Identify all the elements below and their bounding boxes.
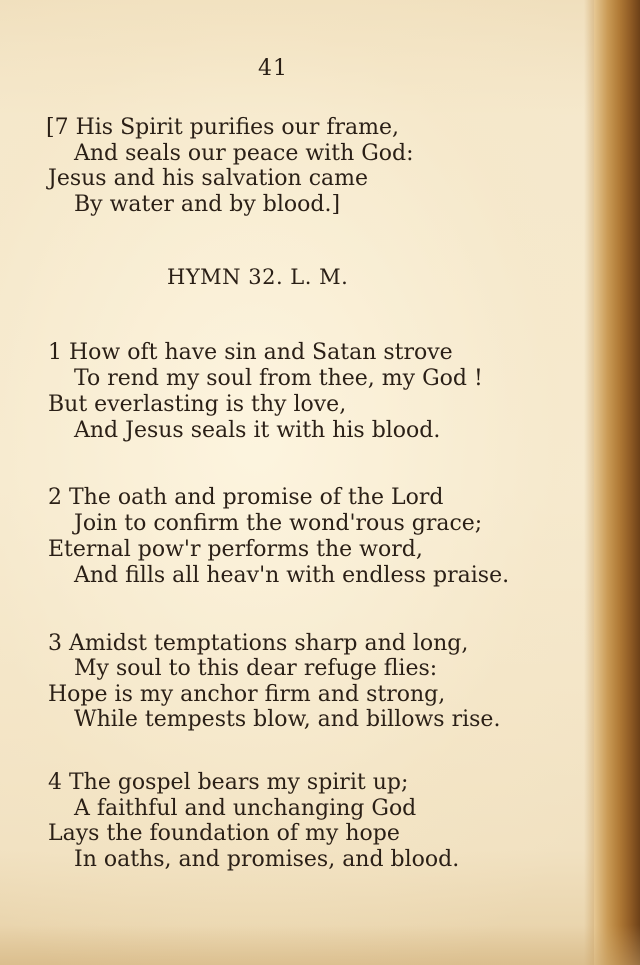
stanza-line: And fills all heav'n with endless praise. — [74, 563, 510, 588]
stanza-line: 3 Amidst temptations sharp and long, — [48, 631, 469, 656]
book-spine — [594, 0, 640, 965]
stanza-line: Hope is my anchor firm and strong, — [48, 682, 446, 707]
stanza-line: My soul to this dear refuge flies: — [74, 656, 438, 681]
page-edge-shadow — [584, 0, 594, 965]
stanza-line: Eternal pow'r performs the word, — [48, 537, 423, 562]
stanza-line: And seals our peace with God: — [74, 141, 414, 166]
page-bottom-shade — [0, 925, 640, 965]
stanza-line: 4 The gospel bears my spirit up; — [48, 770, 409, 795]
stanza-line: While tempests blow, and billows rise. — [74, 707, 501, 732]
stanza-line: Join to confirm the wond'rous grace; — [74, 511, 483, 536]
stanza-line: And Jesus seals it with his blood. — [74, 418, 441, 443]
stanza-line: To rend my soul from thee, my God ! — [74, 366, 483, 391]
stanza-line: [7 His Spirit purifies our frame, — [46, 115, 400, 140]
stanza-line: But everlasting is thy love, — [48, 392, 347, 417]
stanza-line: Lays the foundation of my hope — [48, 821, 400, 846]
stanza-line: Jesus and his salvation came — [48, 166, 369, 191]
stanza-line: By water and by blood.] — [74, 192, 341, 217]
stanza-line: In oaths, and promises, and blood. — [74, 847, 460, 872]
stanza-line: 1 How oft have sin and Satan strove — [48, 340, 453, 365]
hymn-title: HYMN 32. L. M. — [167, 265, 349, 289]
stanza-line: A faithful and unchanging God — [74, 796, 417, 821]
stanza-line: 2 The oath and promise of the Lord — [48, 485, 444, 510]
page-number: 41 — [258, 56, 288, 81]
